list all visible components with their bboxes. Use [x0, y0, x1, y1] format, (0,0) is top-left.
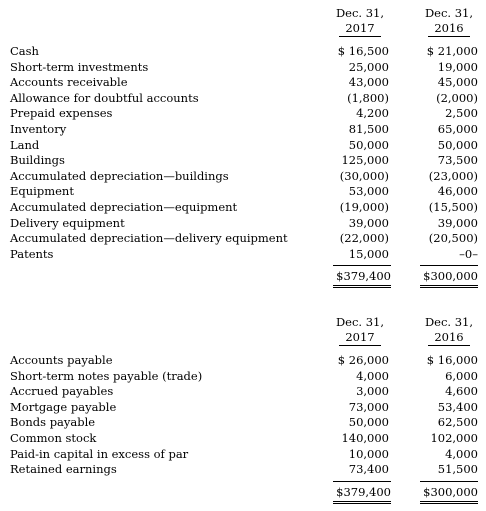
row-label: Short-term investments	[10, 59, 149, 74]
table-row	[10, 184, 476, 200]
row-label: Prepaid expenses	[10, 106, 113, 121]
header-year: 2016	[428, 21, 469, 38]
value-2016: 51,500	[437, 462, 478, 477]
row-label: Patents	[10, 246, 54, 261]
value-2016: 2,500	[445, 106, 478, 121]
table-row	[10, 369, 476, 385]
row-label: Equipment	[10, 184, 74, 199]
row-label: Short-term notes payable (trade)	[10, 368, 203, 383]
row-label: Accumulated depreciation—buildings	[10, 168, 229, 183]
table-row	[10, 247, 476, 263]
value-2017: 53,000	[348, 184, 389, 199]
value-2017: 4,200	[356, 106, 389, 121]
assets-header	[10, 6, 476, 44]
row-label: Inventory	[10, 121, 67, 136]
row-label: Retained earnings	[10, 462, 117, 477]
value-2017: 81,500	[348, 121, 389, 136]
liabilities-equity-table	[10, 315, 476, 501]
table-row	[10, 44, 476, 60]
value-2016: (23,000)	[428, 168, 478, 183]
total-2017: $379,400	[333, 265, 391, 288]
row-label: Accrued payables	[10, 384, 114, 399]
header-col-2017	[331, 6, 389, 37]
table-row	[10, 106, 476, 122]
total-2016: $300,000	[420, 481, 478, 504]
row-label: Land	[10, 137, 40, 152]
value-2016: (15,500)	[428, 199, 478, 214]
value-2017: 125,000	[341, 153, 389, 168]
table-row	[10, 60, 476, 76]
value-2017: 25,000	[348, 59, 389, 74]
row-label: Accounts receivable	[10, 75, 128, 90]
row-label: Accounts payable	[10, 353, 113, 367]
table-row	[10, 169, 476, 185]
value-2016: 62,500	[437, 415, 478, 430]
value-2017: (22,000)	[339, 231, 389, 246]
value-2017: (1,800)	[347, 90, 389, 105]
value-2016: (20,500)	[428, 231, 478, 246]
liabilities-header	[10, 315, 476, 353]
table-row	[10, 91, 476, 107]
value-2017: 3,000	[356, 384, 389, 399]
total-row	[10, 481, 476, 501]
row-label: Allowance for doubtful accounts	[10, 90, 199, 105]
header-year: 2017	[339, 330, 380, 347]
value-2017: (30,000)	[339, 168, 389, 183]
value-2016: –0–	[459, 246, 478, 261]
table-row	[10, 384, 476, 400]
value-2016: 19,000	[437, 59, 478, 74]
value-2017: 73,000	[348, 399, 389, 414]
row-label: Buildings	[10, 153, 65, 168]
table-row	[10, 415, 476, 431]
value-2017: 73,400	[348, 462, 389, 477]
row-label: Common stock	[10, 430, 97, 445]
value-2016: 45,000	[437, 75, 478, 90]
value-2017: $ 26,000	[337, 353, 389, 367]
table-row	[10, 462, 476, 478]
total-row	[10, 265, 476, 285]
header-date: Dec. 31,	[424, 315, 474, 329]
header-col-2016	[420, 315, 478, 346]
table-row	[10, 231, 476, 247]
table-row	[10, 216, 476, 232]
value-2016: 102,000	[430, 430, 478, 445]
table-row	[10, 431, 476, 447]
total-2016: $300,000	[420, 265, 478, 288]
row-label: Delivery equipment	[10, 215, 125, 230]
table-row	[10, 138, 476, 154]
value-2016: 53,400	[437, 399, 478, 414]
row-label: Accumulated depreciation—delivery equipment	[10, 231, 288, 246]
value-2017: (19,000)	[339, 199, 389, 214]
total-2017: $379,400	[333, 481, 391, 504]
value-2016: 6,000	[445, 368, 478, 383]
value-2017: $ 16,500	[337, 44, 389, 58]
value-2017: 140,000	[341, 430, 389, 445]
value-2017: 15,000	[348, 246, 389, 261]
table-row	[10, 122, 476, 138]
value-2016: 39,000	[437, 215, 478, 230]
table-row	[10, 153, 476, 169]
row-label: Paid-in capital in excess of par	[10, 446, 189, 461]
table-row	[10, 200, 476, 216]
table-row	[10, 447, 476, 463]
value-2016: 46,000	[437, 184, 478, 199]
value-2017: 50,000	[348, 137, 389, 152]
header-date: Dec. 31,	[335, 315, 385, 329]
header-col-2016	[420, 6, 478, 37]
value-2016: $ 16,000	[426, 353, 478, 367]
header-date: Dec. 31,	[424, 6, 474, 20]
header-date: Dec. 31,	[335, 6, 385, 20]
value-2016: 73,500	[437, 153, 478, 168]
assets-table	[10, 6, 476, 285]
header-col-2017	[331, 315, 389, 346]
value-2017: 10,000	[348, 446, 389, 461]
table-row	[10, 353, 476, 369]
table-row	[10, 400, 476, 416]
value-2017: 43,000	[348, 75, 389, 90]
value-2016: 4,600	[445, 384, 478, 399]
header-year: 2016	[428, 330, 469, 347]
value-2016: $ 21,000	[426, 44, 478, 58]
value-2016: 4,000	[445, 446, 478, 461]
row-label: Bonds payable	[10, 415, 96, 430]
row-label: Mortgage payable	[10, 399, 117, 414]
header-year: 2017	[339, 21, 380, 38]
value-2016: 65,000	[437, 121, 478, 136]
value-2017: 39,000	[348, 215, 389, 230]
value-2016: 50,000	[437, 137, 478, 152]
table-row	[10, 75, 476, 91]
value-2017: 4,000	[356, 368, 389, 383]
row-label: Cash	[10, 44, 39, 58]
row-label: Accumulated depreciation—equipment	[10, 199, 238, 214]
value-2017: 50,000	[348, 415, 389, 430]
value-2016: (2,000)	[436, 90, 478, 105]
